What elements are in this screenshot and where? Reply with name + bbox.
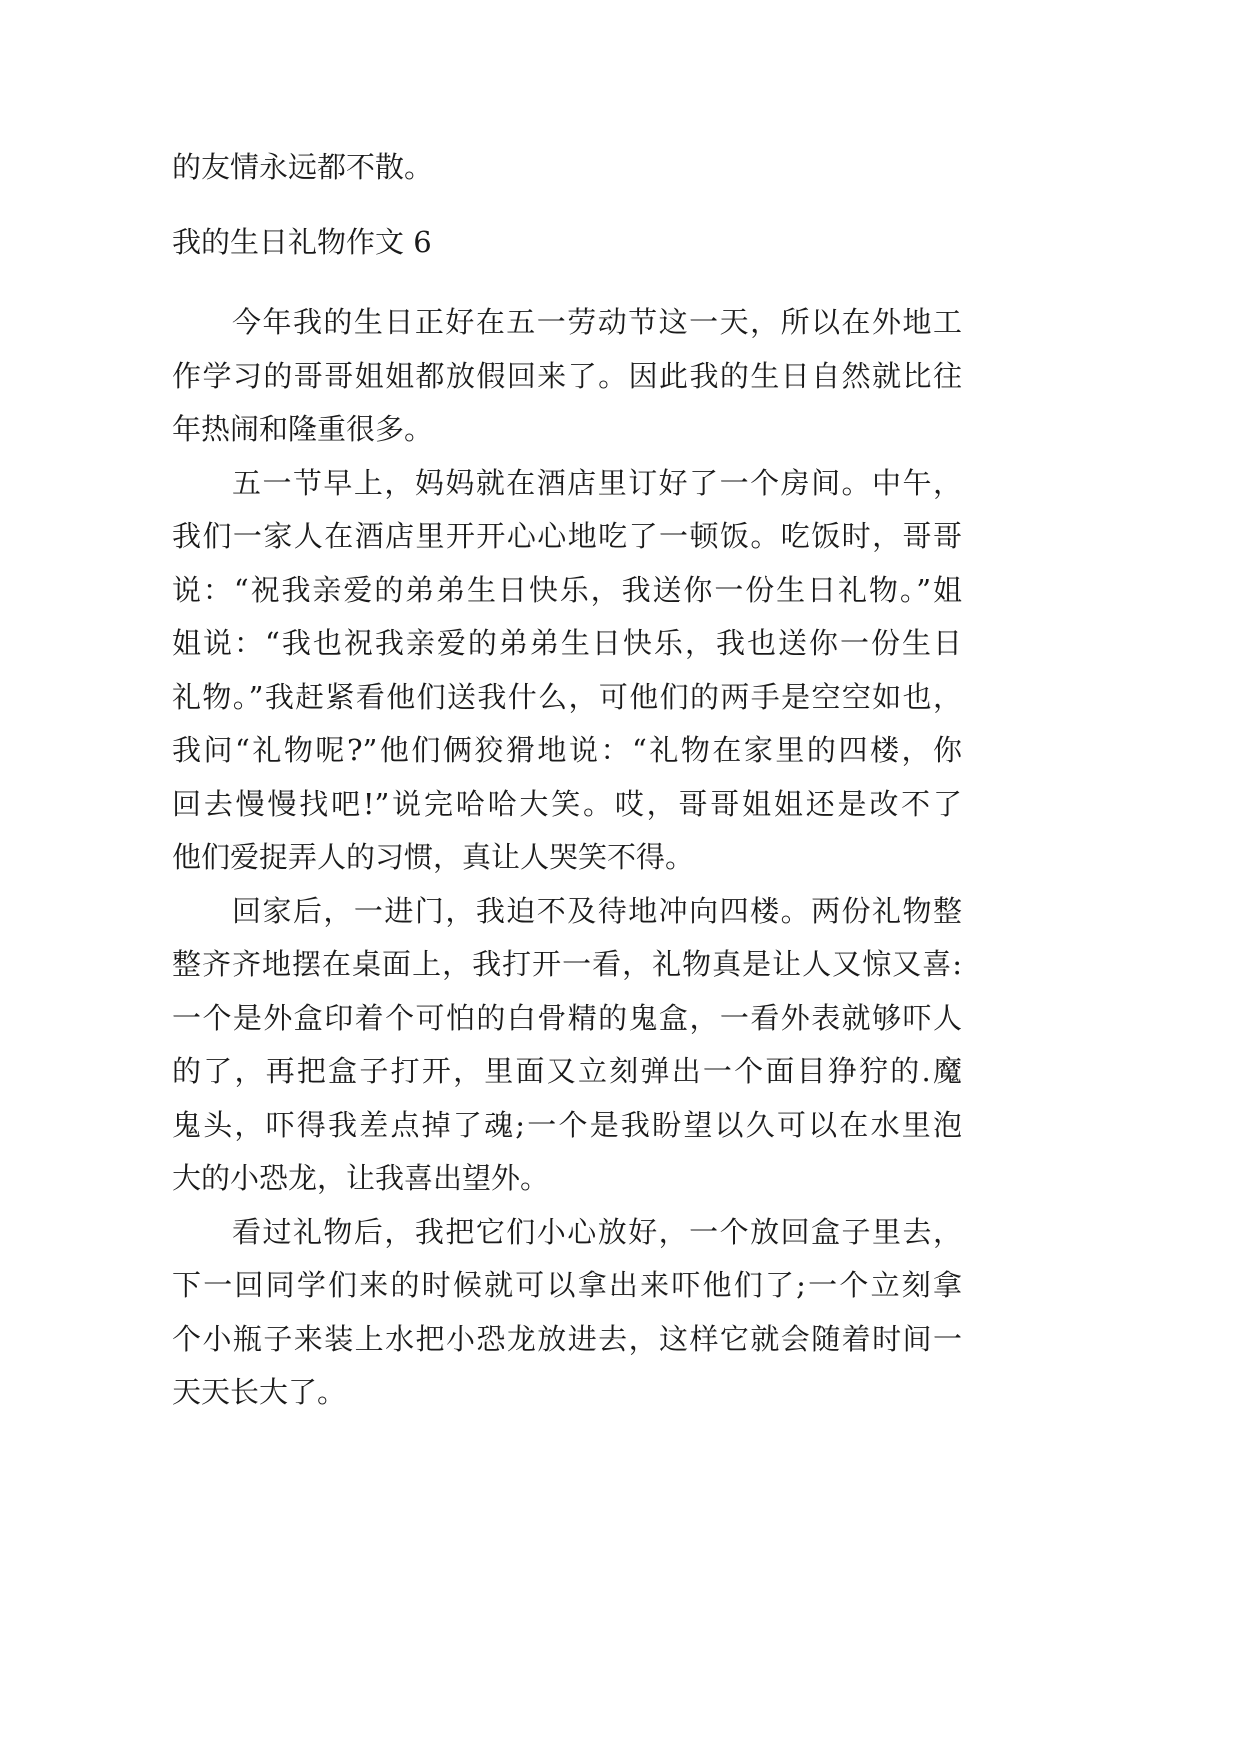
paragraph-line: 他们爱捉弄人的习惯，真让人哭笑不得。: [172, 840, 695, 875]
paragraph-line: 鬼头，吓得我差点掉了魂;一个是我盼望以久可以在水里泡: [172, 1107, 962, 1142]
paragraph-line: 大的小恐龙，让我喜出望外。: [172, 1161, 550, 1196]
paragraph-line: 今年我的生日正好在五一劳动节这一天，所以在外地工: [232, 305, 962, 340]
essay-title: 我的生日礼物作文 6: [172, 225, 432, 259]
paragraph-line: 整齐齐地摆在桌面上，我打开一看，礼物真是让人又惊又喜:: [172, 947, 962, 982]
paragraph-line: 作学习的哥哥姐姐都放假回来了。因此我的生日自然就比往: [172, 358, 962, 393]
paragraph-line: 五一节早上，妈妈就在酒店里订好了一个房间。中午，: [232, 465, 962, 500]
paragraph-line: 回家后，一进门，我迫不及待地冲向四楼。两份礼物整: [232, 893, 962, 928]
paragraph-line: 看过礼物后，我把它们小心放好，一个放回盒子里去，: [232, 1214, 962, 1249]
paragraph-line: 礼物。”我赶紧看他们送我什么，可他们的两手是空空如也，: [172, 679, 962, 714]
paragraph-line: 个小瓶子来装上水把小恐龙放进去，这样它就会随着时间一: [172, 1321, 962, 1356]
document-content: [172, 141, 962, 1420]
paragraph-line: 一个是外盒印着个可怕的白骨精的鬼盒，一看外表就够吓人: [172, 1000, 962, 1035]
essay-body: [172, 296, 962, 1420]
paragraph-line: 我问“礼物呢?”他们俩狡猾地说：“礼物在家里的四楼，你: [172, 733, 962, 768]
previous-essay-ending: 的友情永远都不散。: [172, 150, 434, 184]
paragraph-line: 年热闹和隆重很多。: [172, 412, 434, 447]
paragraph-line: 回去慢慢找吧!”说完哈哈大笑。哎，哥哥姐姐还是改不了: [172, 786, 962, 821]
paragraph-line: 姐说：“我也祝我亲爱的弟弟生日快乐，我也送你一份生日: [172, 626, 962, 661]
paragraph-line: 我们一家人在酒店里开开心心地吃了一顿饭。吃饭时，哥哥: [172, 519, 962, 554]
paragraph: [172, 296, 962, 457]
paragraph-line: 天天长大了。: [172, 1375, 347, 1410]
paragraph-line: 说：“祝我亲爱的弟弟生日快乐，我送你一份生日礼物。”姐: [172, 572, 962, 607]
paragraph: [172, 1206, 962, 1420]
paragraph-line: 下一回同学们来的时候就可以拿出来吓他们了;一个立刻拿: [172, 1268, 962, 1303]
paragraph-line: 的了，再把盒子打开，里面又立刻弹出一个面目狰狞的.魔: [172, 1054, 962, 1089]
paragraph: [172, 885, 962, 1206]
paragraph: [172, 457, 962, 885]
